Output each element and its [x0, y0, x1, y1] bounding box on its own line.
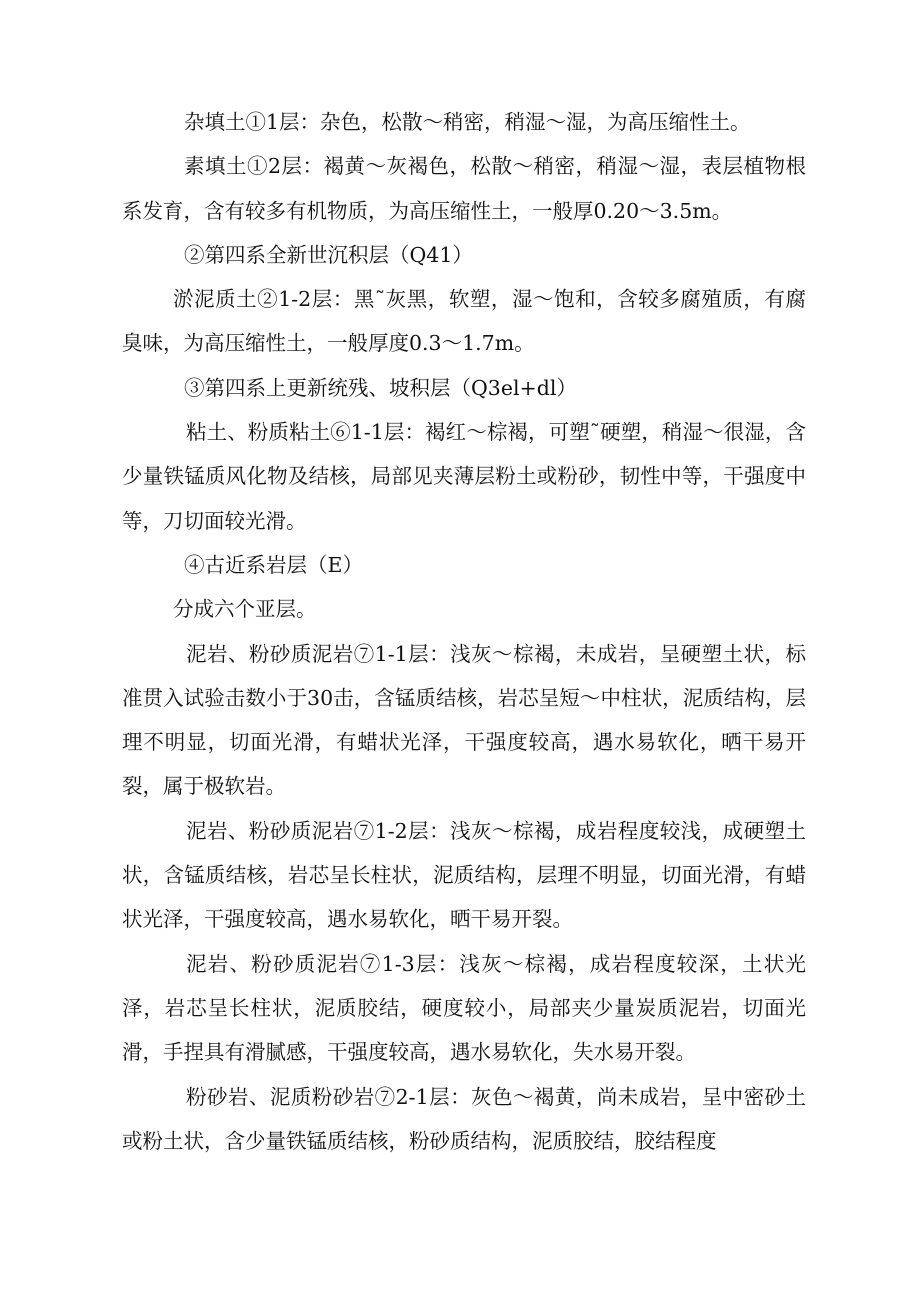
document-body [122, 100, 806, 1163]
paragraph-mudstone-1-1: 泥岩、粉砂质泥岩⑦1-1层：浅灰～棕褐，未成岩，呈硬塑土状，标准贯入试验击数小于30击，含锰质结核，岩芯呈短～中柱状，泥质结构，层理不明显，切面光滑，有蜡状光泽，干强度较高，遇水易软化，晒干易开裂，属于极软岩。 [122, 641, 806, 799]
heading-holocene-layer: ②第四系全新世沉积层（Q41） [184, 242, 473, 267]
paragraph-fill-soil-1: 杂填土①1层：杂色，松散～稍密，稍湿～湿，为高压缩性土。 [184, 110, 751, 134]
heading-upper-pleistocene-layer: ③第四系上更新统残、坡积层（Q3el+dl） [184, 375, 577, 400]
paragraph-clay-layer: 粘土、粉质粘土⑥1-1层：褐红～棕褐，可塑˜硬塑，稍湿～很湿，含少量铁锰质风化物及结核，局部见夹薄层粉土或粉砂，韧性中等，干强度中等，刀切面较光滑。 [122, 420, 806, 533]
paragraph-mudstone-1-2: 泥岩、粉砂质泥岩⑦1-2层：浅灰～棕褐，成岩程度较浅，成硬塑土状，含锰质结核，岩芯呈长柱状，泥质结构，层理不明显，切面光滑，有蜡状光泽，干强度较高，遇水易软化，晒干易开裂。 [122, 818, 806, 932]
paragraph-mudstone-1-3: 泥岩、粉砂质泥岩⑦1-3层：浅灰～棕褐，成岩程度较深，土状光泽，岩芯呈长柱状，泥质胶结，硬度较小，局部夹少量炭质泥岩，切面光滑，手捏具有滑腻感，干强度较高，遇水易软化，失水易开裂。 [122, 951, 806, 1065]
paragraph-siltstone-2-1: 粉砂岩、泥质粉砂岩⑦2-1层：灰色～褐黄，尚未成岩，呈中密砂土或粉土状，含少量铁锰质结核，粉砂质结构，泥质胶结，胶结程度 [122, 1084, 806, 1153]
paragraph-mucky-soil: 淤泥质土②1-2层：黑˜灰黑，软塑，湿～饱和，含较多腐殖质，有腐臭味，为高压缩性土，一般厚度0.3～1.7m。 [122, 287, 806, 356]
paragraph-sublayers-note: 分成六个亚层。 [173, 597, 317, 622]
paragraph-plain-fill-soil-2: 素填土①2层：褐黄～灰褐色，松散～稍密，稍湿～湿，表层植物根系发育，含有较多有机物质，为高压缩性土，一般厚0.20～3.5m。 [122, 154, 806, 223]
heading-paleogene-rock: ④古近系岩层（E） [184, 552, 363, 577]
